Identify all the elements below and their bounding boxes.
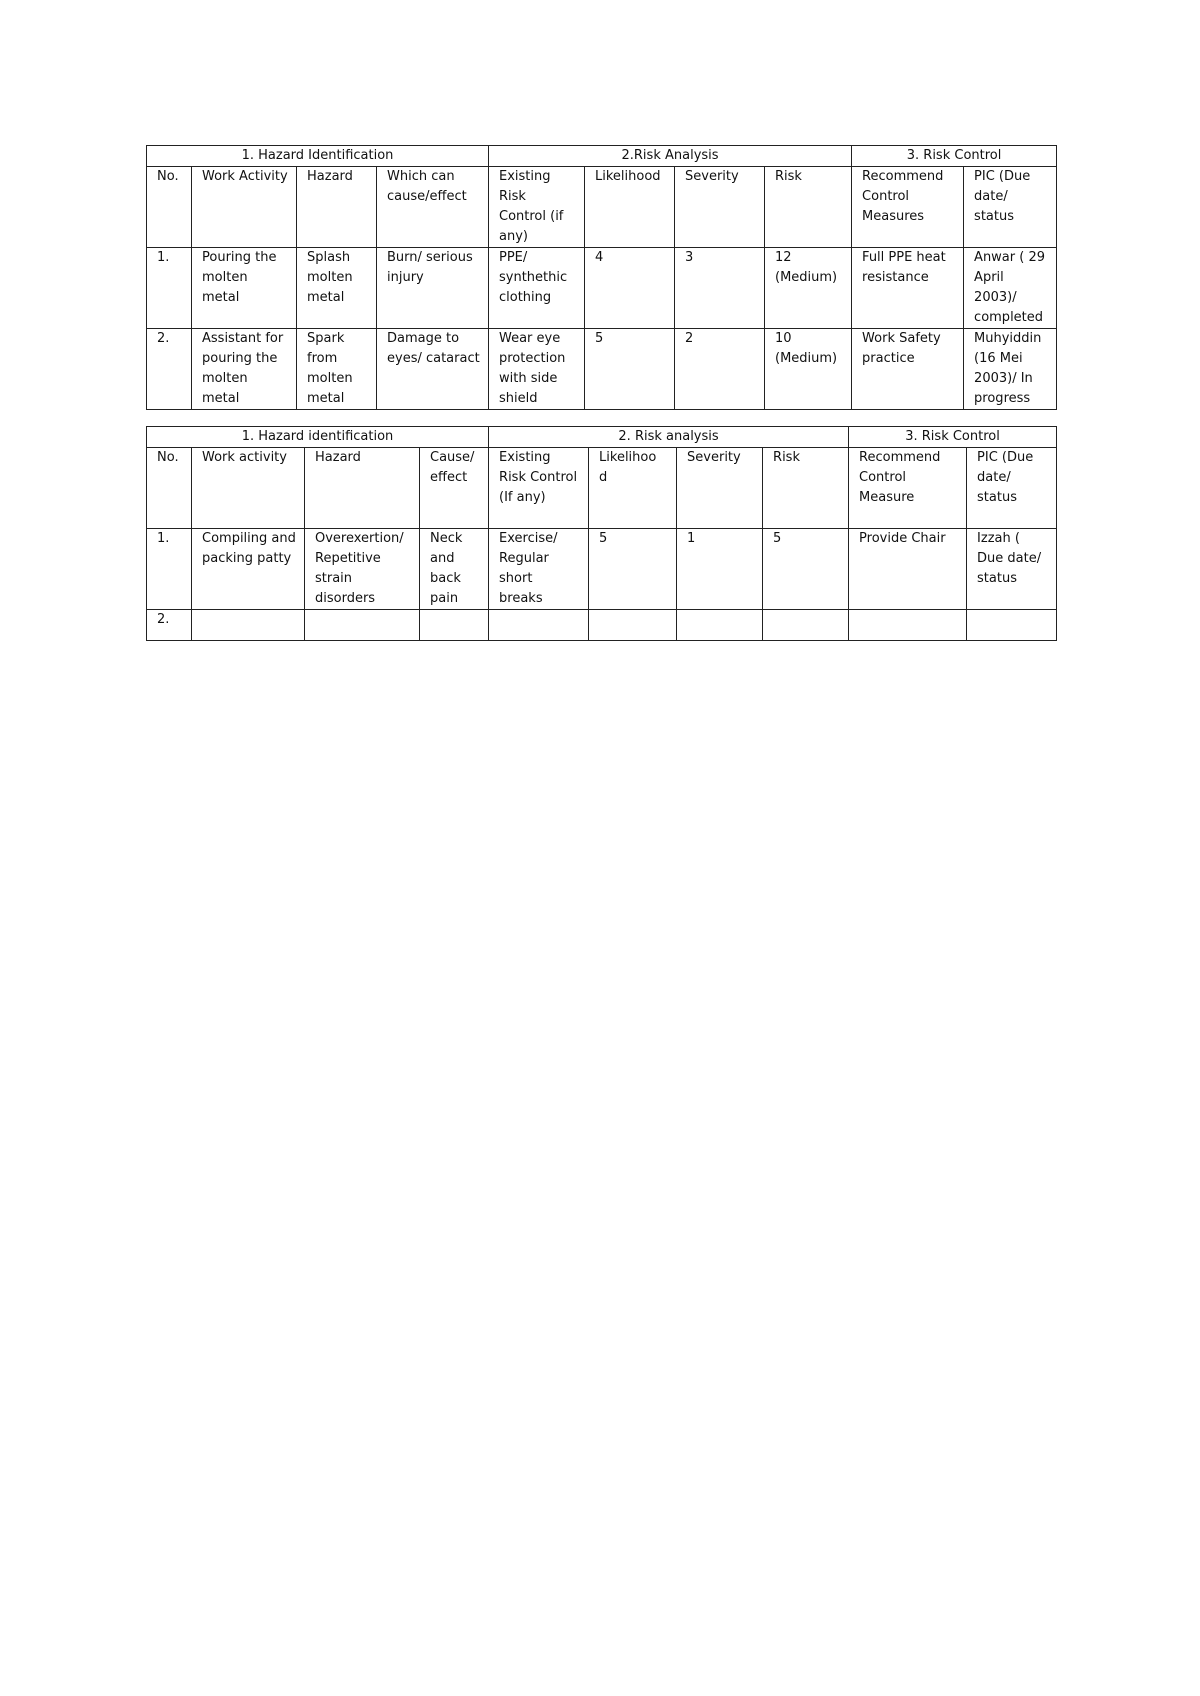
cell-no: 2. bbox=[147, 329, 192, 410]
cell-work-activity: Assistant for pouring the molten metal bbox=[192, 329, 297, 410]
header-severity: Severity bbox=[677, 448, 763, 529]
header-existing-risk-control: Existing Risk Control (If any) bbox=[489, 448, 589, 529]
table-1-group-header-row bbox=[147, 146, 1057, 167]
header-severity: Severity bbox=[675, 167, 765, 248]
header-no: No. bbox=[147, 448, 192, 529]
table-1-column-header-row bbox=[147, 167, 1057, 248]
table-row bbox=[147, 248, 1057, 329]
table-2-column-header-row bbox=[147, 448, 1057, 529]
group-risk-analysis: 2.Risk Analysis bbox=[489, 146, 852, 167]
group-hazard-identification: 1. Hazard Identification bbox=[147, 146, 489, 167]
cell-pic: Muhyiddin (16 Mei 2003)/ In progress bbox=[964, 329, 1057, 410]
header-likelihood: Likelihood bbox=[585, 167, 675, 248]
cell-likelihood: 5 bbox=[589, 529, 677, 610]
cell-pic: Izzah ( Due date/ status bbox=[967, 529, 1057, 610]
header-no: No. bbox=[147, 167, 192, 248]
risk-table-1 bbox=[146, 145, 1057, 410]
cell-recommend-control bbox=[849, 610, 967, 641]
header-existing-risk-control: Existing Risk Control (if any) bbox=[489, 167, 585, 248]
cell-risk: 12 (Medium) bbox=[765, 248, 852, 329]
cell-work-activity: Pouring the molten metal bbox=[192, 248, 297, 329]
cell-severity: 1 bbox=[677, 529, 763, 610]
cell-existing-risk-control bbox=[489, 610, 589, 641]
cell-recommend-control: Provide Chair bbox=[849, 529, 967, 610]
cell-hazard: Splash molten metal bbox=[297, 248, 377, 329]
header-pic: PIC (Due date/ status bbox=[967, 448, 1057, 529]
cell-pic bbox=[967, 610, 1057, 641]
cell-work-activity bbox=[192, 610, 305, 641]
cell-risk: 5 bbox=[763, 529, 849, 610]
cell-severity: 3 bbox=[675, 248, 765, 329]
cell-likelihood bbox=[589, 610, 677, 641]
cell-severity: 2 bbox=[675, 329, 765, 410]
header-likelihood: Likelihoo d bbox=[589, 448, 677, 529]
cell-existing-risk-control: Exercise/ Regular short breaks bbox=[489, 529, 589, 610]
group-risk-analysis: 2. Risk analysis bbox=[489, 427, 849, 448]
header-recommend-control: Recommend Control Measure bbox=[849, 448, 967, 529]
header-hazard: Hazard bbox=[297, 167, 377, 248]
table-row bbox=[147, 329, 1057, 410]
header-work-activity: Work activity bbox=[192, 448, 305, 529]
header-cause-effect: Which can cause/effect bbox=[377, 167, 489, 248]
cell-likelihood: 4 bbox=[585, 248, 675, 329]
cell-hazard: Overexertion/ Repetitive strain disorders bbox=[305, 529, 420, 610]
cell-severity bbox=[677, 610, 763, 641]
cell-cause-effect: Burn/ serious injury bbox=[377, 248, 489, 329]
header-cause-effect: Cause/ effect bbox=[420, 448, 489, 529]
cell-hazard bbox=[305, 610, 420, 641]
cell-likelihood: 5 bbox=[585, 329, 675, 410]
cell-pic: Anwar ( 29 April 2003)/ completed bbox=[964, 248, 1057, 329]
risk-table-2 bbox=[146, 426, 1057, 641]
cell-existing-risk-control: Wear eye protection with side shield bbox=[489, 329, 585, 410]
cell-recommend-control: Work Safety practice bbox=[852, 329, 964, 410]
cell-hazard: Spark from molten metal bbox=[297, 329, 377, 410]
cell-no: 1. bbox=[147, 248, 192, 329]
group-hazard-identification: 1. Hazard identification bbox=[147, 427, 489, 448]
cell-risk bbox=[763, 610, 849, 641]
group-risk-control: 3. Risk Control bbox=[852, 146, 1057, 167]
cell-no: 2. bbox=[147, 610, 192, 641]
cell-cause-effect bbox=[420, 610, 489, 641]
cell-no: 1. bbox=[147, 529, 192, 610]
cell-recommend-control: Full PPE heat resistance bbox=[852, 248, 964, 329]
cell-work-activity: Compiling and packing patty bbox=[192, 529, 305, 610]
header-risk: Risk bbox=[765, 167, 852, 248]
cell-cause-effect: Damage to eyes/ cataract bbox=[377, 329, 489, 410]
table-row bbox=[147, 610, 1057, 641]
header-work-activity: Work Activity bbox=[192, 167, 297, 248]
cell-cause-effect: Neck and back pain bbox=[420, 529, 489, 610]
cell-existing-risk-control: PPE/ synthethic clothing bbox=[489, 248, 585, 329]
header-risk: Risk bbox=[763, 448, 849, 529]
table-row bbox=[147, 529, 1057, 610]
group-risk-control: 3. Risk Control bbox=[849, 427, 1057, 448]
header-pic: PIC (Due date/ status bbox=[964, 167, 1057, 248]
cell-risk: 10 (Medium) bbox=[765, 329, 852, 410]
header-hazard: Hazard bbox=[305, 448, 420, 529]
header-recommend-control: Recommend Control Measures bbox=[852, 167, 964, 248]
table-2-group-header-row bbox=[147, 427, 1057, 448]
